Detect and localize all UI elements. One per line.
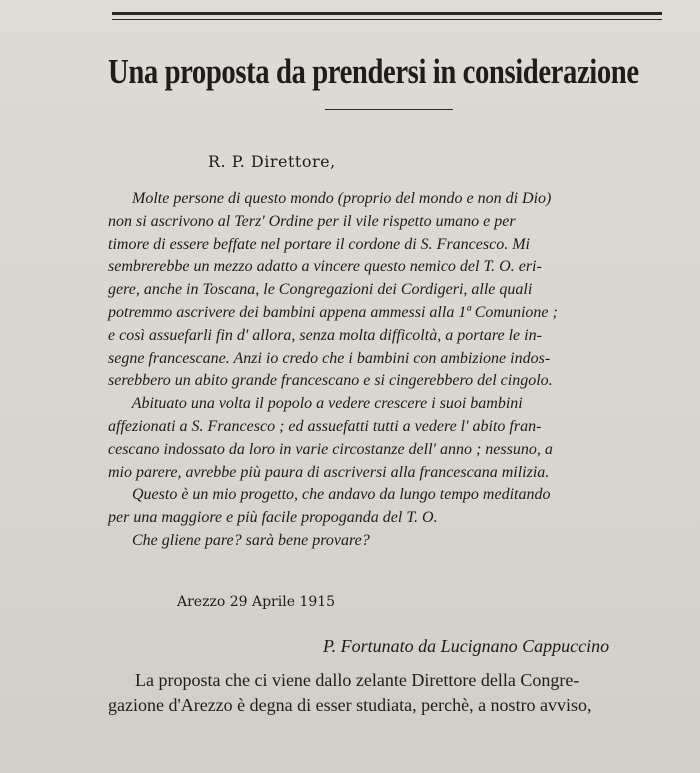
letter-line: sembrerebbe un mezzo adatto a vincere questo nemico del T. O. eri- <box>108 258 542 276</box>
following-paragraph <box>108 668 688 718</box>
letter-body <box>108 188 668 553</box>
article-title: Una proposta da prendersi in considerazione <box>108 52 639 91</box>
letter-signature: P. Fortunato da Lucignano Cappuccino <box>323 636 610 656</box>
letter-line: segne francescane. Anzi io credo che i bambini con ambizione indos- <box>108 349 551 367</box>
following-line: La proposta che ci viene dallo zelante Direttore della Congre- <box>108 670 580 690</box>
title-underline <box>325 109 453 110</box>
letter-line: Che gliene pare? sarà bene provare? <box>108 531 370 549</box>
top-rule-thick <box>112 12 662 15</box>
letter-line: e così assuefarli fin d' allora, senza molta difficoltà, a portare le in- <box>108 326 542 344</box>
top-rule-thin <box>112 19 662 20</box>
letter-salutation: R. P. Direttore, <box>208 152 336 171</box>
letter-line: potremmo ascrivere dei bambini appena ammessi alla 1ª Comunione ; <box>108 303 558 321</box>
letter-date: Arezzo 29 Aprile 1915 <box>177 594 336 610</box>
letter-line: affezionati a S. Francesco ; ed assuefatti tutti a vedere l' abito fran- <box>108 417 542 435</box>
letter-line: timore di essere beffate nel portare il cordone di S. Francesco. Mi <box>108 235 530 253</box>
letter-line: cescano indossato da loro in varie circostanze dell' anno ; nessuno, a <box>108 440 553 458</box>
letter-line: per una maggiore e più facile propoganda del T. O. <box>108 509 438 527</box>
letter-line: Molte persone di questo mondo (proprio del mondo e non di Dio) <box>108 190 552 207</box>
letter-line: serebbero un abito grande francescano e si cingerebbero del cingolo. <box>108 372 553 390</box>
letter-line: Abituato una volta il popolo a vedere crescere i suoi bambini <box>108 395 523 413</box>
following-line: gazione d'Arezzo è degna di esser studiata, perchè, a nostro avviso, <box>108 695 592 715</box>
letter-line: gere, anche in Toscana, le Congregazioni dei Cordigeri, alle quali <box>108 281 533 299</box>
letter-line: mio parere, avrebbe più paura di ascriversi alla francescana milizia. <box>108 463 550 481</box>
letter-line: non si ascrivono al Terz' Ordine per il vile rispetto umano e per <box>108 212 516 230</box>
letter-line: Questo è un mio progetto, che andavo da lungo tempo meditando <box>108 486 551 504</box>
